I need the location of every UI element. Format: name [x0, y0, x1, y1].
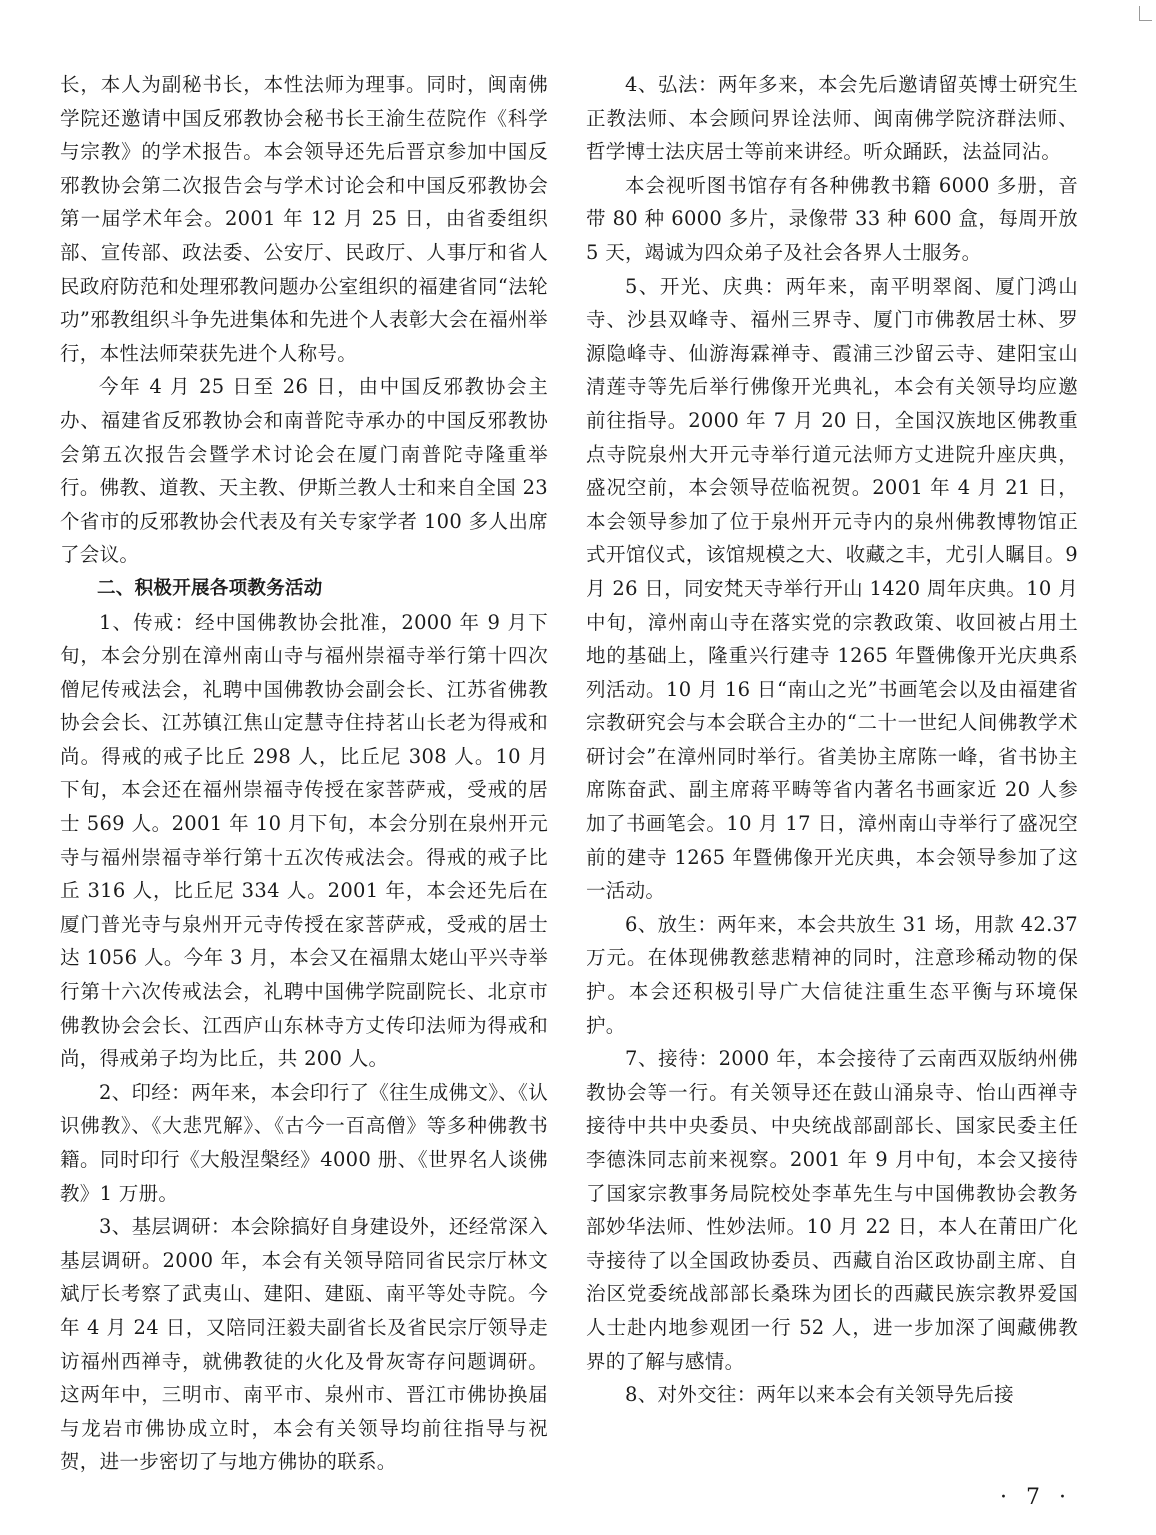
paragraph: 1、传戒：经中国佛教协会批准，2000 年 9 月下旬，本会分别在漳州南山寺与福州崇福寺举行第十四次僧尼传戒法会，礼聘中国佛教协会副会长、江苏省佛教协会会长、江苏镇江焦山定慧寺住持茗山长老为得戒和尚。得戒的戒子比丘 298 人，比丘尼 308 人。10 月下旬，本会还在福州崇福寺传授在家菩萨戒，受戒的居士 569 人。2001 年 10 月下旬，本会分别在泉州开元寺与福州崇福寺举行第十五次传戒法会。得戒的戒子比丘 316 人，比丘尼 334 人。2001 年，本会还先后在厦门普光寺与泉州开元寺传授在家菩萨戒，受戒的居士达 1056 人。今年 3 月，本会又在福鼎太姥山平兴寺举行第十六次传戒法会，礼聘中国佛学院副院长、北京市佛教协会会长、江西庐山东林寺方丈传印法师为得戒和尚，得戒弟子均为比丘，共 200 人。	[60, 610, 548, 1071]
paragraph: 本会视听图书馆存有各种佛教书籍 6000 多册，音带 80 种 6000 多片，录像带 33 种 600 盒，每周开放 5 天，竭诚为四众弟子及社会各界人士服务。	[586, 173, 1078, 264]
paragraph: 5、开光、庆典：两年来，南平明翠阁、厦门鸿山寺、沙县双峰寺、福州三界寺、厦门市佛教居士林、罗源隐峰寺、仙游海霖禅寺、霞浦三沙留云寺、建阳宝山清莲寺等先后举行佛像开光典礼，本会有关领导均应邀前往指导。2000 年 7 月 20 日，全国汉族地区佛教重点寺院泉州大开元寺举行道元法师方丈进院升座庆典，盛况空前，本会领导莅临祝贺。2001 年 4 月 21 日，本会领导参加了位于泉州开元寺内的泉州佛教博物馆正式开馆仪式，该馆规模之大、收藏之丰，尤引人瞩目。9 月 26 日，同安梵天寺举行开山 1420 周年庆典。10 月中旬，漳州南山寺在落实党的宗教政策、收回被占用土地的基础上，隆重兴行建寺 1265 年暨佛像开光庆典系列活动。10 月 16 日“南山之光”书画笔会以及由福建省宗教研究会与本会联合主办的“二十一世纪人间佛教学术研讨会”在漳州同时举行。省美协主席陈一峰，省书协主席陈奋武、副主席蒋平畴等省内著名书画家近 20 人参加了书画笔会。10 月 17 日，漳州南山寺举行了盛况空前的建寺 1265 年暨佛像开光庆典，本会领导参加了这一活动。	[586, 274, 1078, 903]
paragraph: 今年 4 月 25 日至 26 日，由中国反邪教协会主办、福建省反邪教协会和南普陀寺承办的中国反邪教协会第五次报告会暨学术讨论会在厦门南普陀寺隆重举行。佛教、道教、天主教、伊斯兰教人士和来自全国 23 个省市的反邪教协会代表及有关专家学者 100 多人出席了会议。	[60, 375, 548, 567]
paragraph: 2、印经：两年来，本会印行了《往生成佛文》、《认识佛教》、《大悲咒解》、《古今一百高僧》等多种佛教书籍。同时印行《大般涅槃经》4000 册、《世界名人谈佛教》1 万册。	[60, 1080, 548, 1205]
paragraph: 6、放生：两年来，本会共放生 31 场，用款 42.37 万元。在体现佛教慈悲精神的同时，注意珍稀动物的保护。本会还积极引导广大信徒注重生态平衡与环境保护。	[586, 912, 1078, 1037]
right-column	[586, 68, 1078, 1412]
corner-mark	[1139, 6, 1152, 21]
paragraph: 长，本人为副秘书长，本性法师为理事。同时，闽南佛学院还邀请中国反邪教协会秘书长王渝生莅院作《科学与宗教》的学术报告。本会领导还先后晋京参加中国反邪教协会第二次报告会与学术讨论会和中国反邪教协会第一届学术年会。2001 年 12 月 25 日，由省委组织部、宣传部、政法委、公安厅、民政厅、人事厅和省人民政府防范和处理邪教问题办公室组织的福建省同“法轮功”邪教组织斗争先进集体和先进个人表彰大会在福州举行，本性法师荣获先进个人称号。	[60, 73, 548, 365]
page-number: · 7 ·	[1000, 1485, 1072, 1510]
paragraph: 8、对外交往：两年以来本会有关领导先后接	[625, 1383, 1014, 1407]
paragraph: 7、接待：2000 年，本会接待了云南西双版纳州佛教协会等一行。有关领导还在鼓山涌泉寺、怡山西禅寺接待中共中央委员、中央统战部副部长、国家民委主任李德洙同志前来视察。2001 年 9 月中旬，本会又接待了国家宗教事务局院校处李革先生与中国佛教协会教务部妙华法师、性妙法师。10 月 22 日，本人在莆田广化寺接待了以全国政协委员、西藏自治区政协副主席、自治区党委统战部部长桑珠为团长的西藏民族宗教界爱国人士赴内地参观团一行 52 人，进一步加深了闽藏佛教界的了解与感情。	[586, 1047, 1078, 1373]
paragraph: 3、基层调研：本会除搞好自身建设外，还经常深入基层调研。2000 年，本会有关领导陪同省民宗厅林文斌厅长考察了武夷山、建阳、建瓯、南平等处寺院。今年 4 月 24 日，又陪同汪毅夫副省长及省民宗厅领导走访福州西禅寺，就佛教徒的火化及骨灰寄存问题调研。这两年中，三明市、南平市、泉州市、晋江市佛协换届与龙岩市佛协成立时，本会有关领导均前往指导与祝贺，进一步密切了与地方佛协的联系。	[60, 1215, 548, 1474]
section-heading: 二、积极开展各项教务活动	[97, 577, 323, 599]
paragraph: 4、弘法：两年多来，本会先后邀请留英博士研究生正教法师、本会顾问界诠法师、闽南佛学院济群法师、哲学博士法庆居士等前来讲经。听众踊跃，法益同沾。	[586, 73, 1078, 164]
left-column	[60, 68, 548, 1479]
